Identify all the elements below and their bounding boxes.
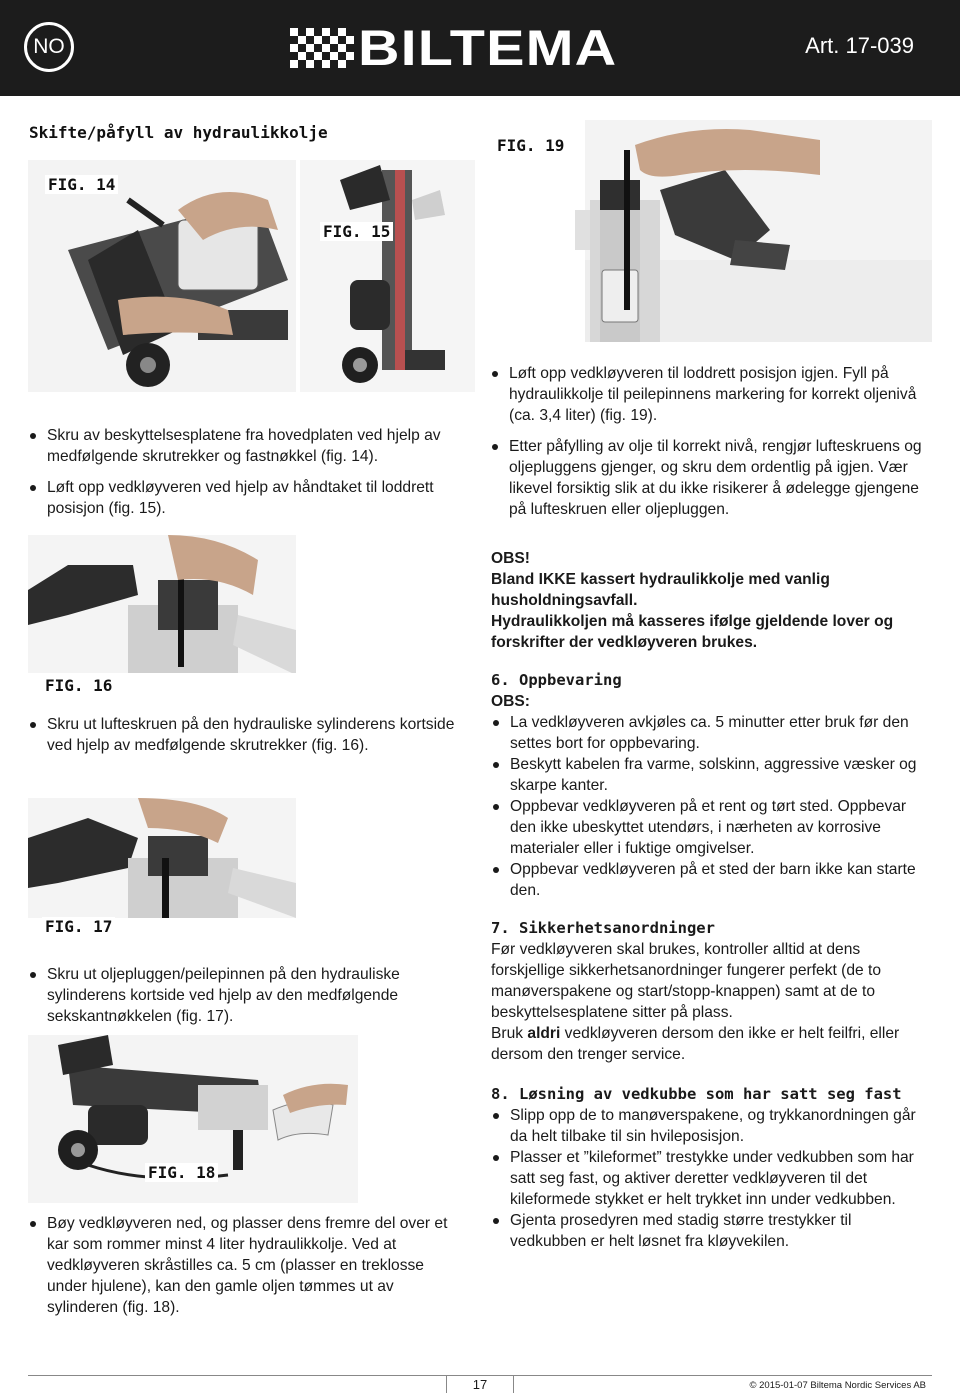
obs-box — [491, 548, 931, 653]
obs-title: OBS! — [491, 550, 530, 567]
instructions-block-3 — [28, 964, 460, 1027]
section-6 — [491, 670, 931, 901]
brand-name: BILTEMA — [358, 20, 618, 76]
list-item: La vedkløyveren avkjøles ca. 5 minutter etter bruk før den settes bort for oppbevaring. — [491, 712, 931, 754]
section-8-title: 8. Løsning av vedkubbe som har satt seg fast — [491, 1085, 902, 1103]
instructions-block-2 — [28, 714, 460, 756]
instructions-block-4 — [28, 1213, 468, 1318]
photo-fig-15 — [300, 160, 475, 392]
language-badge: NO — [24, 22, 74, 72]
biltema-logo — [290, 20, 618, 76]
section-8 — [491, 1084, 931, 1252]
list-item: Beskytt kabelen fra varme, solskinn, aggressive væsker og skarpe kanter. — [491, 754, 931, 796]
list-item: Plasser et ”kileformet” trestykke under vedkubben som har satt seg fast, og aktiver deretter vedkløyveren til det kileformede stykket er helt trykket inn under vedkubben. — [491, 1147, 931, 1210]
list-item: Løft opp vedkløyveren ved hjelp av håndtaket til loddrett posisjon (fig. 15). — [28, 477, 460, 519]
section-7-paragraph-1: Før vedkløyveren skal brukes, kontroller alltid at dens forskjellige sikkerhetsanordninger fungerer perfekt (de to manøverspakene og start/stopp-knappen) samt at de to beskyttelsesplatene sitter på plass. — [491, 941, 882, 1021]
section-6-title: 6. Oppbevaring — [491, 671, 622, 689]
list-item: Skru ut lufteskruen på den hydrauliske sylinderens kortside ved hjelp av medfølgende skrutrekker (fig. 16). — [28, 714, 460, 756]
list-item: Løft opp vedkløyveren til loddrett posisjon igjen. Fyll på hydraulikkolje til peilepinnens markering for korrekt oljenivå (ca. 3,4 liter) (fig. 19). — [490, 363, 930, 426]
photo-fig-17 — [28, 798, 296, 918]
section-6-obs: OBS: — [491, 693, 530, 710]
instructions-right — [490, 363, 930, 520]
list-item: Etter påfylling av olje til korrekt nivå, rengjør lufteskruens og oljepluggens gjenger, og skru dem ordentlig på igjen. Vær likevel forsiktig slik at du ikke risikerer å ødelegge gjengene på lufteskruen eller oljepluggen. — [490, 436, 930, 520]
section-title: Skifte/påfyll av hydraulikkolje — [29, 123, 328, 142]
section-7-paragraph-2: Bruk aldri vedkløyveren dersom den ikke er helt feilfri, eller dersom den trenger service. — [491, 1025, 900, 1063]
section-7 — [491, 918, 931, 1065]
photo-fig-19 — [490, 120, 932, 342]
list-item: Slipp opp de to manøverspakene, og trykkanordningen går da helt tilbake til sin hvileposisjon. — [491, 1105, 931, 1147]
photo-fig-16 — [28, 535, 296, 673]
figure-label-15: FIG. 15 — [320, 222, 393, 241]
section-7-title: 7. Sikkerhetsanordninger — [491, 919, 715, 937]
list-item: Oppbevar vedkløyveren på et rent og tørt sted. Oppbevar den ikke ubeskyttet utendørs, i nærheten av korrosive materialer eller i fuktige omgivelser. — [491, 796, 931, 859]
list-item: Gjenta prosedyren med stadig større trestykker til vedkubben er helt løsnet fra kløyvekilen. — [491, 1210, 931, 1252]
list-item: Skru ut oljepluggen/peilepinnen på den hydrauliske sylinderens kortside ved hjelp av den medfølgende sekskantnøkkelen (fig. 17). — [28, 964, 460, 1027]
checker-flag-icon — [290, 28, 354, 68]
list-item: Oppbevar vedkløyveren på et sted der barn ikke kan starte den. — [491, 859, 931, 901]
figure-label-14: FIG. 14 — [45, 175, 118, 194]
obs-text-1: Bland IKKE kassert hydraulikkolje med vanlig husholdningsavfall. — [491, 571, 830, 609]
figure-label-18: FIG. 18 — [145, 1163, 218, 1182]
obs-text-2: Hydraulikkoljen må kasseres ifølge gjeldende lover og forskrifter der vedkløyveren brukes. — [491, 613, 894, 651]
instructions-block-1 — [28, 425, 460, 519]
list-item: Skru av beskyttelsesplatene fra hovedplaten ved hjelp av medfølgende skrutrekker og fastnøkkel (fig. 14). — [28, 425, 460, 467]
figure-label-17: FIG. 17 — [42, 917, 115, 936]
figure-label-16: FIG. 16 — [42, 676, 115, 695]
page-number: 17 — [446, 1376, 514, 1393]
copyright-text: © 2015-01-07 Biltema Nordic Services AB — [749, 1380, 926, 1391]
figure-label-19: FIG. 19 — [494, 136, 567, 155]
header-bar — [0, 0, 960, 96]
emphasis-aldri: aldri — [527, 1025, 561, 1042]
article-number: Art. 17-039 — [805, 33, 914, 58]
list-item: Bøy vedkløyveren ned, og plasser dens fremre del over et kar som rommer minst 4 liter hydraulikkolje. Ved at vedkløyveren skråstilles ca. 5 cm (plasser en treklosse under hjulene), kan den gamle oljen tømmes ut av sylinderen (fig. 18). — [28, 1213, 468, 1318]
photo-fig-14 — [28, 160, 296, 392]
